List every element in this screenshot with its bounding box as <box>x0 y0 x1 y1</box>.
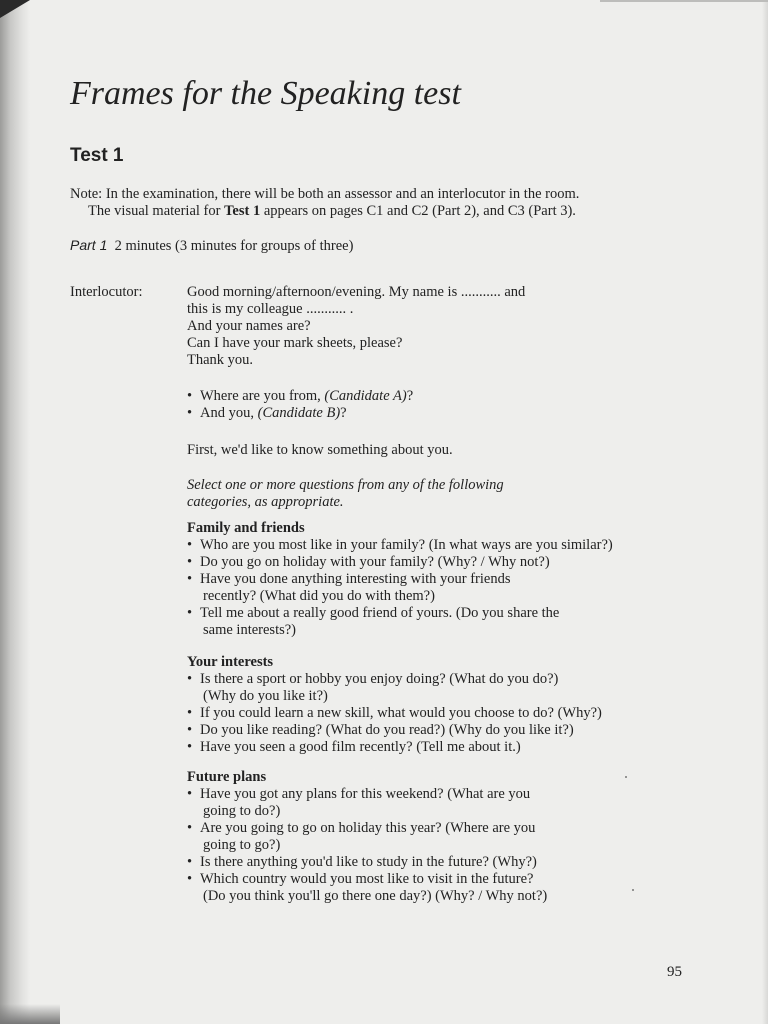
page-corner-mark <box>0 0 30 18</box>
list-item <box>187 554 613 571</box>
list-item <box>187 722 602 739</box>
speaker-label: Interlocutor: <box>70 284 143 300</box>
list-item <box>187 739 602 756</box>
scan-speck <box>625 776 627 778</box>
bullet-icon: • <box>187 388 193 404</box>
bullet-icon: • <box>187 537 193 553</box>
bullet-text: Tell me about a really good friend of yours. (Do you share the <box>200 605 560 621</box>
bullet-text: Have you seen a good film recently? (Tell me about it.) <box>200 739 521 755</box>
note-line-2-pre: The visual material for <box>88 203 225 219</box>
list-item <box>187 388 413 405</box>
note-line-1 <box>70 186 579 203</box>
note-paragraph <box>70 186 579 220</box>
list-item <box>187 671 602 705</box>
bullet-icon: • <box>187 871 193 887</box>
bullet-continuation: recently? (What did you do with them?) <box>203 588 435 604</box>
bullet-icon: • <box>187 786 193 802</box>
list-item <box>187 571 613 605</box>
bullet-icon: • <box>187 739 193 755</box>
page-title: Frames for the Speaking test <box>70 75 461 112</box>
bullet-text: Where are you from, <box>200 388 325 404</box>
page-bottom-shadow <box>0 1004 60 1024</box>
bullet-continuation: same interests?) <box>203 622 297 638</box>
list-item <box>187 871 547 905</box>
bullet-icon: • <box>187 605 193 621</box>
bullet-text: If you could learn a new skill, what would you choose to do? (Why?) <box>200 705 602 721</box>
part-duration: 2 minutes (3 minutes for groups of three) <box>114 238 354 254</box>
page-number: 95 <box>667 964 682 980</box>
bullet-continuation: going to do?) <box>203 803 281 819</box>
section-family-and-friends <box>187 520 613 639</box>
bullet-icon: • <box>187 705 193 721</box>
note-line-2-bold: Test 1 <box>224 203 261 219</box>
bullet-italic: (Candidate B) <box>257 405 341 421</box>
list-item <box>187 786 547 820</box>
section-your-interests <box>187 654 602 756</box>
section-heading: Future plans <box>187 769 267 785</box>
part-line <box>70 237 353 255</box>
section-heading: Family and friends <box>187 520 305 536</box>
instruction-line: categories, as appropriate. <box>187 494 344 510</box>
bullet-icon: • <box>187 571 193 587</box>
part-label: Part 1 <box>70 237 108 253</box>
bullet-text: And you, <box>200 405 258 421</box>
test-heading: Test 1 <box>70 145 124 166</box>
bullet-continuation: going to go?) <box>203 837 281 853</box>
candidate-questions <box>187 388 413 422</box>
bullet-text: Do you like reading? (What do you read?) (Why do you like it?) <box>200 722 574 738</box>
intro-line: Can I have your mark sheets, please? <box>187 335 403 351</box>
intro-line: And your names are? <box>187 318 311 334</box>
bullet-text: Do you go on holiday with your family? (Why? / Why not?) <box>200 554 550 570</box>
list-item <box>187 705 602 722</box>
first-line: First, we'd like to know something about you. <box>187 442 453 458</box>
bullet-text: Are you going to go on holiday this year? (Where are you <box>200 820 536 836</box>
page-top-rule <box>600 0 768 2</box>
bullet-text: Is there a sport or hobby you enjoy doing? (What do you do?) <box>200 671 559 687</box>
note-line-1-text: In the examination, there will be both an assessor and an interlocutor in the room. <box>102 186 580 202</box>
bullet-icon: • <box>187 854 193 870</box>
list-item <box>187 537 613 554</box>
note-line-2-post: appears on pages C1 and C2 (Part 2), and C3 (Part 3). <box>260 203 576 219</box>
list-item <box>187 605 613 639</box>
bullet-text: Which country would you most like to visit in the future? <box>200 871 534 887</box>
list-item <box>187 820 547 854</box>
intro-line: this is my colleague ........... . <box>187 301 354 317</box>
instruction-line: Select one or more questions from any of the following <box>187 477 504 493</box>
bullet-text: Have you got any plans for this weekend? (What are you <box>200 786 531 802</box>
book-spine-shadow <box>0 0 30 1024</box>
list-item <box>187 405 413 422</box>
bullet-end: ? <box>406 388 414 404</box>
page-right-edge <box>762 0 768 1024</box>
bullet-continuation: (Why do you like it?) <box>203 688 328 704</box>
bullet-icon: • <box>187 671 193 687</box>
bullet-end: ? <box>340 405 347 421</box>
intro-line: Good morning/afternoon/evening. My name is ........... and <box>187 284 526 300</box>
bullet-text: Is there anything you'd like to study in the future? (Why?) <box>200 854 537 870</box>
section-future-plans <box>187 769 547 905</box>
bullet-icon: • <box>187 554 193 570</box>
instruction <box>187 477 504 511</box>
note-line-2 <box>70 203 579 220</box>
list-item <box>187 854 547 871</box>
interlocutor-intro <box>187 284 525 369</box>
intro-line: Thank you. <box>187 352 254 368</box>
bullet-icon: • <box>187 722 193 738</box>
bullet-icon: • <box>187 405 193 421</box>
scan-speck <box>632 889 634 891</box>
section-heading: Your interests <box>187 654 274 670</box>
bullet-continuation: (Do you think you'll go there one day?) (Why? / Why not?) <box>203 888 548 904</box>
bullet-italic: (Candidate A) <box>324 388 407 404</box>
bullet-icon: • <box>187 820 193 836</box>
bullet-text: Have you done anything interesting with your friends <box>200 571 511 587</box>
bullet-text: Who are you most like in your family? (In what ways are you similar?) <box>200 537 613 553</box>
note-label: Note: <box>70 186 103 202</box>
